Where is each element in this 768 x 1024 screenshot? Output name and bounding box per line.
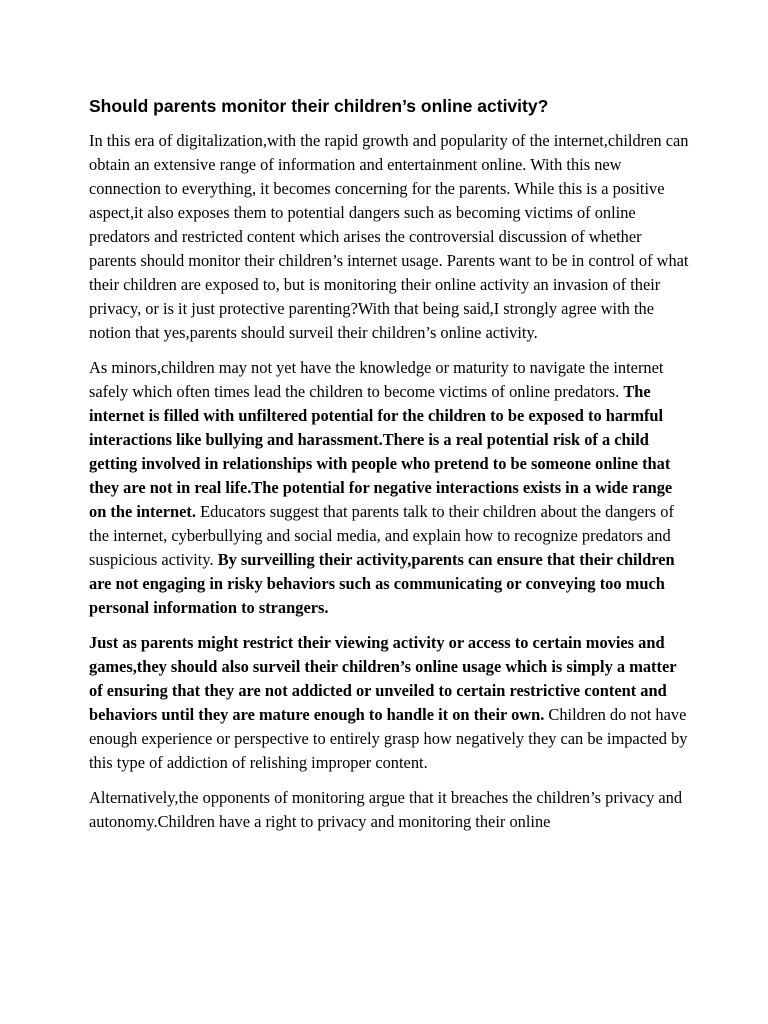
paragraph-1 <box>89 129 689 345</box>
text-run: As minors,children may not yet have the knowledge or maturity to navigate the internet safely which often times lead the children to become victims of online predators. <box>89 358 664 401</box>
text-run: Children do not have enough experience or perspective to entirely grasp how negatively they can be impacted by this type of addiction of relishing improper content. <box>89 705 688 772</box>
paragraph-4 <box>89 786 689 834</box>
paragraph-2 <box>89 356 689 620</box>
text-run: Alternatively,the opponents of monitoring argue that it breaches the children’s privacy and autonomy.Children have a right to privacy and monitoring their online <box>89 788 683 831</box>
text-run: Educators suggest that parents talk to their children about the dangers of the internet, cyberbullying and social media, and explain how to recognize predators and suspicious activity. <box>89 502 674 569</box>
bold-text-run: The internet is filled with unfiltered potential for the children to be exposed to harmful interactions like bullying and harassment.There is a real potential risk of a child getting involved in relationships with people who pretend to be someone online that they are not in real life.The potential for negative interactions exists in a wide range on the internet. <box>89 382 673 521</box>
document-title: Should parents monitor their children’s online activity? <box>89 96 549 116</box>
paragraph-3 <box>89 631 689 775</box>
bold-text-run: Just as parents might restrict their viewing activity or access to certain movies and games,they should also surveil their children’s online usage which is simply a matter of ensuring that they are not addicted or unveiled to certain restrictive content and behaviors until they are mature enough to handle it on their own. <box>89 633 677 724</box>
document-body <box>89 94 689 845</box>
text-run: In this era of digitalization,with the rapid growth and popularity of the internet,children can obtain an extensive range of information and entertainment online. With this new connection to everything, it becomes concerning for the parents. While this is a positive aspect,it also exposes them to potential dangers such as becoming victims of online predators and restricted content which arises the controversial discussion of whether parents should monitor their children’s internet usage. Parents want to be in control of what their children are exposed to, but is monitoring their online activity an invasion of their privacy, or is it just protective parenting?With that being said,I strongly agree with the notion that yes,parents should surveil their children’s online activity. <box>89 131 689 342</box>
bold-text-run: By surveilling their activity,parents can ensure that their children are not engaging in risky behaviors such as communicating or conveying too much personal information to strangers. <box>89 550 675 617</box>
